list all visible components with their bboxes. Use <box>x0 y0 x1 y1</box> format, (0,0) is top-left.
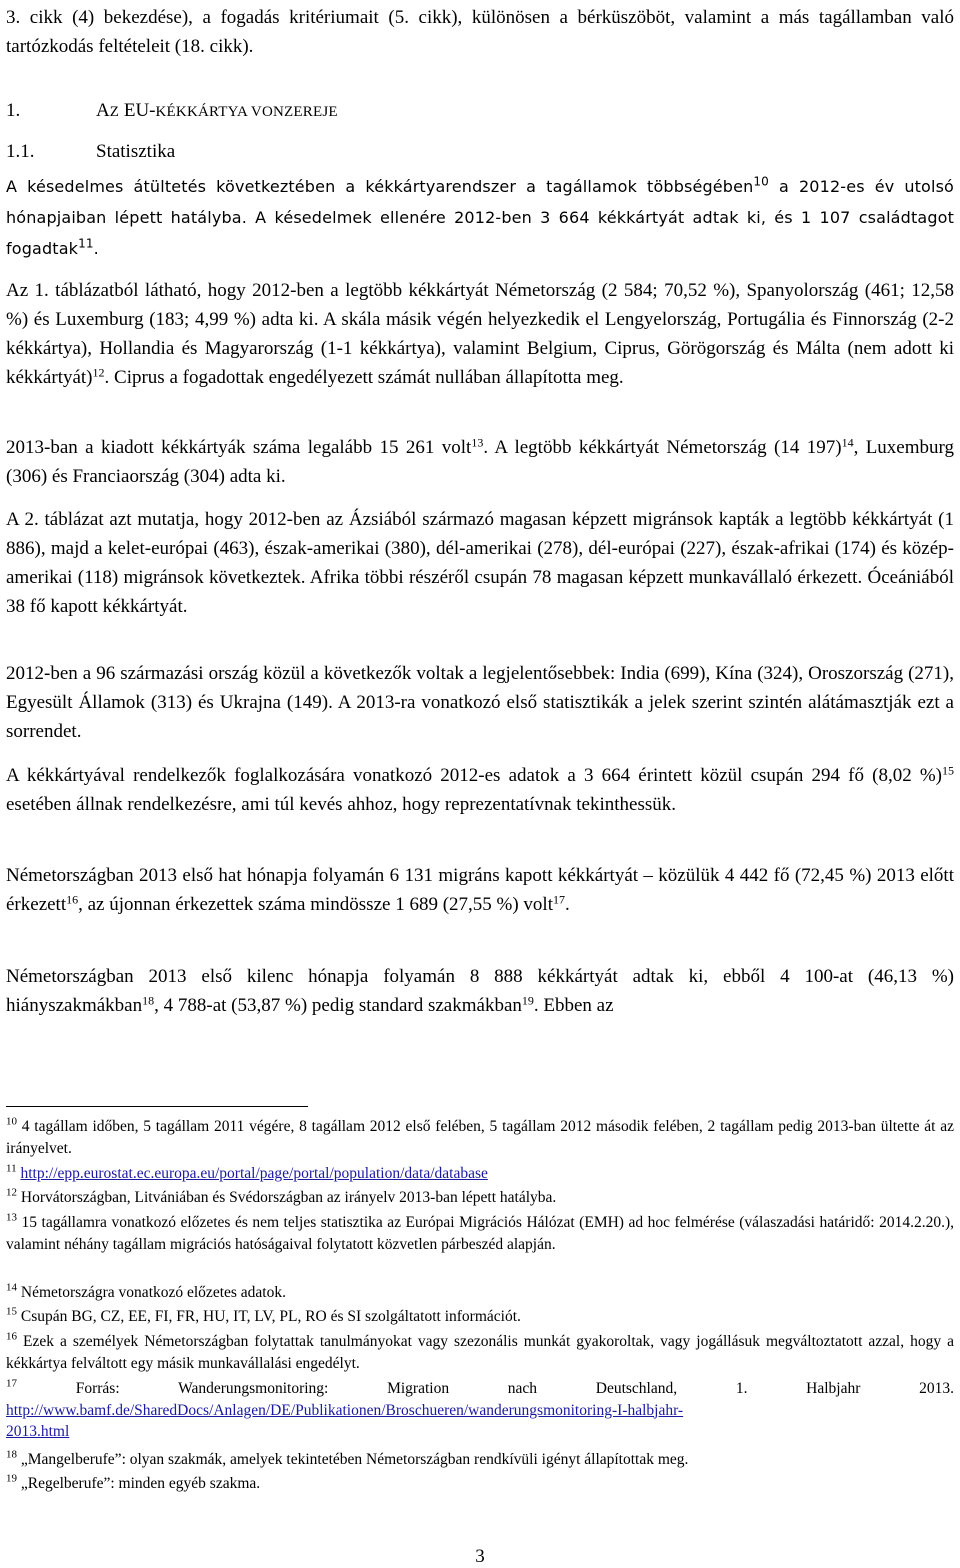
footnote-16: $^{16}$ Ezek a személyek Németországban folytattak tanulmányokat vagy szezonális munkát gyakoroltak, vagy jogállásuk megváltoztatott azzal, hogy a kékkártya felváltott egy másik munkavállalási engedélyt. <box>6 1330 954 1372</box>
employment-paragraph: A kékkártyával rendelkezők foglalkozására vonatkozó 2012-es adatok a 3 664 érintett közül csupán 294 fő (8,02 %)$^{15}$ esetében állnak rendelkezésre, ami túl kevés ahhoz, hogy reprezentatívnak tekinthessük. <box>6 763 954 815</box>
footnote-ref[interactable]: 15 <box>942 763 954 778</box>
eurostat-link[interactable]: http://epp.eurostat.ec.europa.eu/portal/page/portal/population/data/database <box>20 1165 488 1182</box>
section-title: AZ EU-KÉKKÁRTYA VONZEREJE <box>96 100 338 121</box>
footnote-18: $^{18}$ „Mangelberufe”: olyan szakmák, amelyek tekintetében Németországban rendkívüli igényt állapítottak meg. <box>6 1448 689 1468</box>
footnote-ref[interactable]: 17 <box>552 892 565 907</box>
page-number: 3 <box>475 1546 485 1567</box>
bamf-link[interactable]: http://www.bamf.de/SharedDocs/Anlagen/DE/Publikationen/Broschueren/wanderungsmonitoring-I-halbjahr- 2013.html <box>6 1401 684 1440</box>
footnote-13: $^{13}$ 15 tagállamra vonatkozó előzetes és nem teljes statisztika az Európai Migrációs Hálózat (EMH) ad hoc felmérése (válaszadási határidő: 2014.2.20.), valamint néhány tagállam migrációs hatóságaival folytatott közvetlen párbeszéd alapján. <box>6 1211 954 1253</box>
section-heading <box>6 96 954 127</box>
footnote-15: $^{15}$ Csupán BG, CZ, EE, FI, FR, HU, IT, LV, PL, RO és SI szolgáltatott információt. <box>6 1305 521 1325</box>
subsection-title: Statisztika <box>96 141 176 162</box>
footnote-19: $^{19}$ „Regelberufe”: minden egyéb szakma. <box>6 1472 261 1492</box>
footnote-17: $^{17}$ Forrás: Wanderungsmonitoring: Migration nach Deutschland, 1. Halbjahr 2013. http://www.bamf.de/SharedDocs/Anlagen/DE/Publikationen/Broschueren/wanderungsmonitoring-I-halbjahr- 2013.html <box>6 1377 954 1440</box>
section-number: 1. <box>6 100 21 121</box>
footnote-ref[interactable]: 11 <box>78 236 94 251</box>
intro-paragraph: 3. cikk (4) bekezdése), a fogadás kritériumait (5. cikk), különösen a bérküszöböt, valamint a más tagállamban való tartózkodás feltételeit (18. cikk). <box>6 7 954 57</box>
footnote-ref[interactable]: 14 <box>841 435 854 450</box>
footnote-10: $^{10}$ 4 tagállam időben, 5 tagállam 2011 végére, 8 tagállam 2012 első felében, 5 tagállam 2012 második felében, 2 tagállam pedig 2013-ban ültette át az irányelvet. <box>6 1115 954 1157</box>
germany-nine-months-paragraph: Németországban 2013 első kilenc hónapja folyamán 8 888 kékkártyát adtak ki, ebből 4 100-at (46,13 %) hiányszakmákban$^{18}$, 4 788-at (53,87 %) pedig standard szakmákban$^{19}$. Ebben az <box>6 966 954 1016</box>
table2-paragraph: A 2. táblázat azt mutatja, hogy 2012-ben az Ázsiából származó magasan képzett migránsok kapták a legtöbb kékkártyát (1 886), majd a kelet-európai (463), észak-amerikai (380), dél-amerikai (278), dél-európai (227), észak-afrikai (174) és közép-amerikai (118) migránsok következtek. Afrika többi részéről csupán 78 magasan képzett munkavállaló érkezett. Óceániából 38 fő kapott kékkártyát. <box>6 509 954 617</box>
subsection-heading <box>6 137 954 166</box>
footnote-ref[interactable]: 16 <box>66 892 79 907</box>
footnote-ref[interactable]: 19 <box>521 993 534 1008</box>
statistics-paragraph: A késedelmes átültetés következtében a kékkártyarendszer a tagállamok többségében$^{10}$ a 2012-es év utolsó hónapjaiban lépett hatályba. A késedelmek ellenére 2012-ben 3 664 kékkártyát adtak ki, és 1 107 családtagot fogadtak$^{11}$. <box>6 174 954 258</box>
footnote-ref[interactable]: 12 <box>92 365 105 380</box>
footnote-ref[interactable]: 10 <box>753 174 769 189</box>
footnote-11: $^{11}$ http://epp.eurostat.ec.europa.eu/portal/page/portal/population/data/database <box>6 1162 488 1182</box>
subsection-number: 1.1. <box>6 141 35 162</box>
germany-six-months-paragraph: Németországban 2013 első hat hónapja folyamán 6 131 migráns kapott kékkártyát – közülük 4 442 fő (72,45 %) 2013 előtt érkezett$^{16}$, az újonnan érkezettek száma mindössze 1 689 (27,55 %) volt$^{17}$. <box>6 865 954 915</box>
origin-countries-paragraph: 2012-ben a 96 származási ország közül a következők voltak a legjelentősebbek: India (699), Kína (324), Oroszország (271), Egyesült Államok (313) és Ukrajna (149). A 2013-ra vonatkozó első statisztikák a jelek szerint szintén alátámasztják ezt a sorrendet. <box>6 663 954 742</box>
table1-paragraph: Az 1. táblázatból látható, hogy 2012-ben a legtöbb kékkártyát Németország (2 584; 70,52 %), Spanyolország (461; 12,58 %) és Luxemburg (183; 4,99 %) adta ki. A skála másik végén helyezkedik el Lengyelország, Portugália és Finnország (2-2 kékkártya), Hollandia és Magyarország (1-1 kékkártya), valamint Belgium, Ciprus, Görögország és Málta (nem adott ki kékkártyát)$^{12}$. Ciprus a fogadottak engedélyezett számát nullában állapította meg. <box>6 280 954 388</box>
footnote-ref[interactable]: 18 <box>142 993 155 1008</box>
footnote-14: $^{14}$ Németországra vonatkozó előzetes adatok. <box>6 1281 286 1301</box>
footnote-12: $^{12}$ Horvátországban, Litvániában és Svédországban az irányelv 2013-ban lépett hatályba. <box>6 1186 557 1206</box>
footnote-ref[interactable]: 13 <box>471 435 484 450</box>
year-2013-paragraph: 2013-ban a kiadott kékkártyák száma legalább 15 261 volt$^{13}$. A legtöbb kékkártyát Németország (14 197)$^{14}$, Luxemburg (306) és Franciaország (304) adta ki. <box>6 435 954 487</box>
footnote-separator <box>6 1106 308 1107</box>
